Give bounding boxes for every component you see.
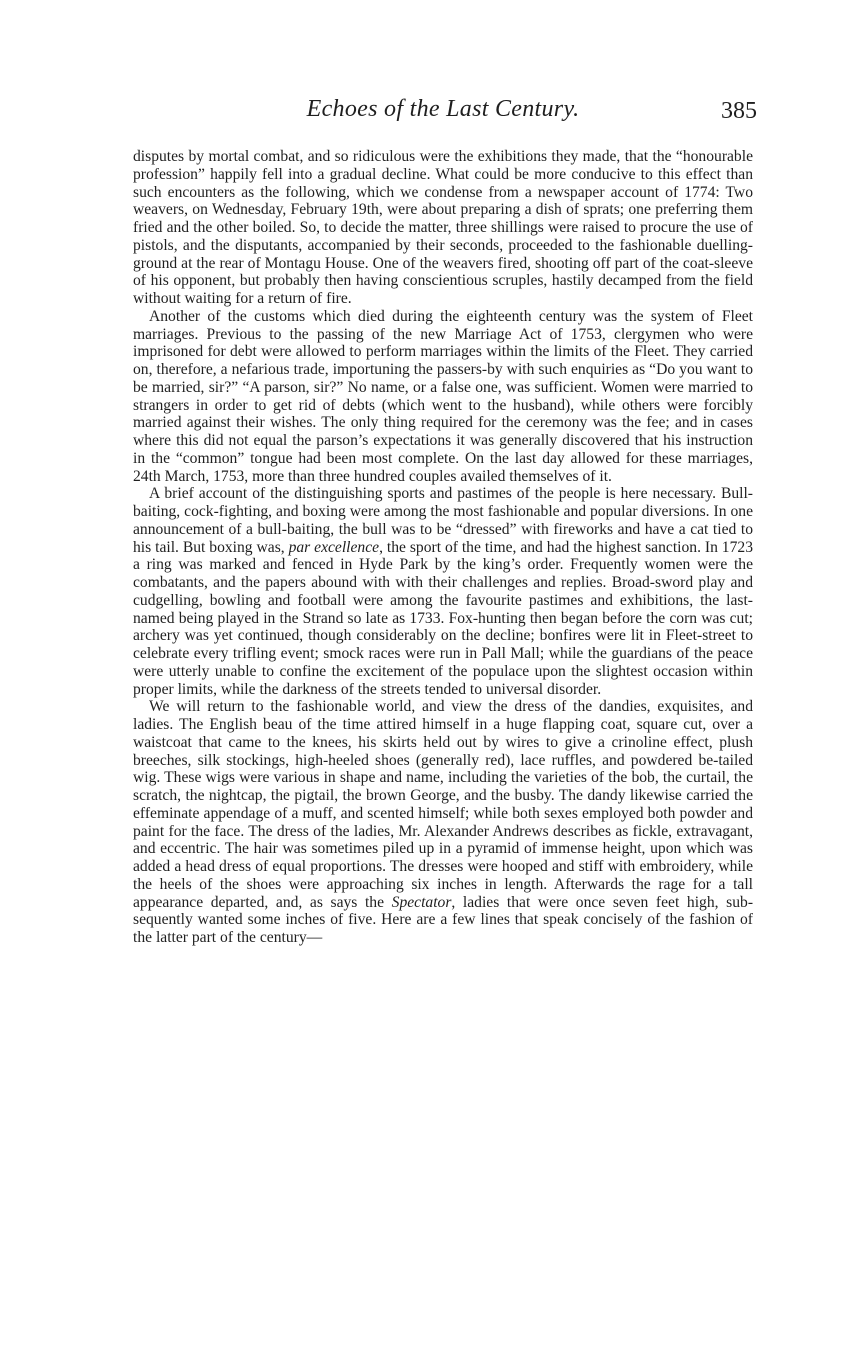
paragraph-text: disputes by mortal combat, and so ridiculous were the exhibitions they made, that the “honourable profession” happily fell into a gradual decline. What could be more conducive to this effect than such encounters as the following, which we condense from a newspaper account of 1774: Two weavers, on Wednesday, February 19th, were about preparing a dish of sprats; one preferring them fried and the other boiled. So, to decide the matter, three shillings were raised to procure the use of pistols, and the disputants, accompanied by their seconds, proceeded to the fashionable duelling-ground at the rear of Montagu House. One of the weavers fired, shooting off part of the coat-sleeve of his opponent, but probably then having conscientious scruples, hastily decamped from the field without waiting for a return of fire. [133,148,753,307]
paragraph-duel [133,148,753,308]
paragraph-text: We will return to the fashionable world, and view the dress of the dandies, exquisites, and ladies. The English beau of the time attired himself in a huge flapping coat, square cut, over a waistcoat that came to the knees, his skirts held out by wires to give a crinoline effect, plush breeches, silk stockings, high-heeled shoes (generally red), lace ruffles, and powdered be-tailed wig. These wigs were various in shape and name, including the varieties of the bob, the curtail, the scratch, the nightcap, the pigtail, the brown George, and the busby. The dandy likewise carried the effeminate appendage of a muff, and scented himself; while both sexes employed both powder and paint for the face. The dress of the ladies, Mr. Alexander Andrews describes as fickle, extravagant, and eccentric. The hair was sometimes piled up in a pyramid of immense height, upon which was added a head dress of equal proportions. The dresses were hooped and stiff with embroidery, while the heels of the shoes were approaching six inches in length. Afterwards the rage for a tall appearance departed, and, as says the [133,698,753,911]
page-number: 385 [721,98,757,124]
paragraph-fashion [133,698,753,947]
paragraph-text: Another of the customs which died during the eighteenth century was the system of Fleet marriages. Previous to the passing of the new Marriage Act of 1753, clergymen who were imprisoned for debt were allowed to perform marriages within the limits of the Fleet. They carried on, therefore, a nefarious trade, importuning the passers-by with such enquiries as “Do you want to be married, sir?” “A parson, sir?” No name, or a false one, was sufficient. Women were married to strangers in order to get rid of debts (which went to the husband), while others were forcibly married against their wishes. The only thing required for the ceremony was the fee; and in cases where this did not equal the parson’s expectations it was generally discovered that his instruction in the “common” tongue had been most complete. On the last day allowed for these marriages, 24th March, 1753, more than three hundred couples availed themselves of it. [133,307,753,485]
running-head [133,96,757,130]
paragraph-text: , ladies that were once seven feet high, subsequently wanted some inches of five. Here are a few lines that speak concisely of the fashion of the latter part of the century— [133,893,754,946]
paragraph-fleet-marriages [133,308,753,486]
italic-phrase: par excellence [288,538,380,556]
body-text [133,148,753,947]
paragraph-sports [133,485,753,698]
running-title: Echoes of the Last Century. [306,96,580,122]
paragraph-text: , the sport of the time, and had the highest sanction. In 1723 a ring was marked and fenced in Hyde Park by the king’s order. Frequently women were the combatants, and the papers abound with with their challenges and replies. Broad-sword play and cudgelling, bowling and football were among the favourite pastimes and exhibitions, the last-named being played in the Strand so late as 1733. Fox-hunting then began before the corn was cut; archery was yet continued, though considerably on the decline; bonfires were lit in Fleet-street to celebrate every trifling event; smock races were run in Pall Mall; while the guardians of the peace were utterly unable to confine the excitement of the populace upon the slightest occasion within proper limits, while the darkness of the streets tended to universal disorder. [133,538,753,698]
italic-title: Spectator [391,893,452,911]
paragraph-text: A brief account of the distinguishing sports and pastimes of the people is here necessary. Bull-baiting, cock-fighting, and boxing were among the most fashionable and popular diversions. In one announcement of a bull-baiting, the bull was to be “dressed” with fireworks and have a cat tied to his tail. But boxing was, [133,485,753,556]
